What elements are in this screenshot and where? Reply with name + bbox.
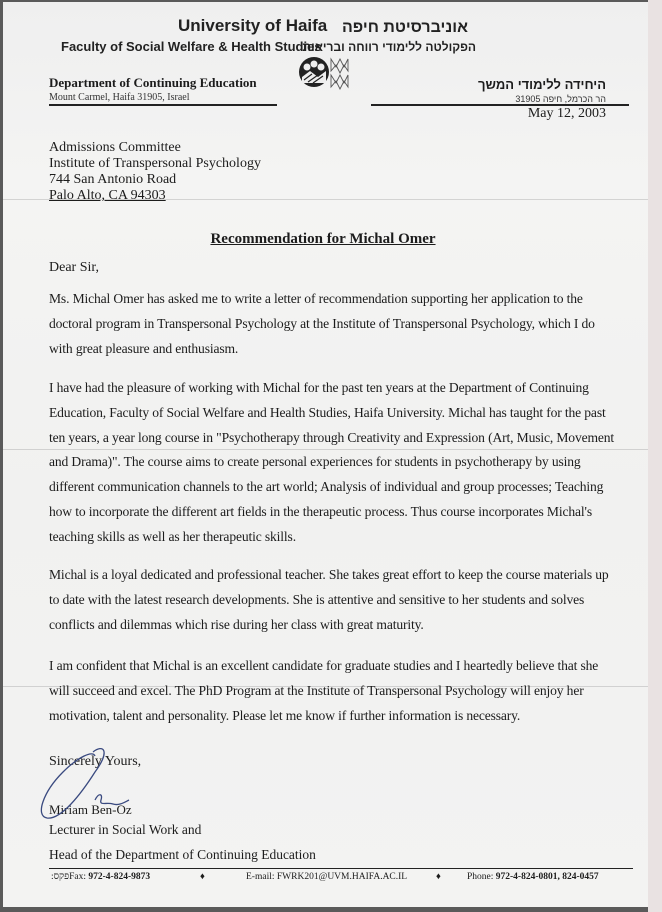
text-line: and Drama)". The course aims to create personal experiences for students in psychotherapy by using [49, 454, 581, 470]
fax-label: :פקסFax: [51, 872, 86, 882]
text-line: doctoral program in Transpersonal Psychology at the Institute of Transpersonal Psychology, which I do [49, 315, 595, 331]
faculty-name-he: הפקולטה ללימודי רווחה ובריאות [302, 40, 476, 54]
bullet-separator-icon: ♦ [436, 872, 441, 882]
handwritten-signature-icon [33, 742, 143, 832]
university-logo-icon [298, 53, 358, 93]
fax-number: 972-4-824-9873 [88, 872, 151, 882]
text-line: how to incorporate the different art fields in the therapeutic process. Thus course incorporates Michal's [49, 503, 592, 519]
signer-title: Head of the Department of Continuing Education [49, 847, 316, 862]
phone-label: Phone: [467, 872, 494, 882]
text-line: Ms. Michal Omer has asked me to write a letter of recommendation supporting her application to the [49, 291, 583, 306]
text-line: different communication channels to the art world; Analysis of individual and group processes; Teaching [49, 479, 604, 495]
body-paragraph [49, 376, 629, 550]
department-name-en: Department of Continuing Education [49, 75, 257, 90]
address-en: Mount Carmel, Haifa 31905, Israel [49, 92, 190, 103]
signer-name: Miriam Ben-Oz [49, 802, 132, 817]
university-name-he: אוניברסיטת חיפה [341, 19, 468, 36]
email-address: FWRK201@UVM.HAIFA.AC.IL [276, 872, 408, 882]
footer-phone [467, 872, 599, 882]
text-line: Michal is a loyal dedicated and professional teacher. She takes great effort to keep the course materials up [49, 567, 609, 582]
salutation: Dear Sir, [49, 260, 99, 275]
text-line: I have had the pleasure of working with Michal for the past ten years at the Department of Continuing [49, 380, 589, 395]
department-name-he: היחידה ללימודי המשך [478, 77, 606, 92]
recipient-line: 744 San Antonio Road [49, 172, 177, 187]
recipient-line: Palo Alto, CA 94303 [49, 188, 166, 203]
faculty-name-en: Faculty of Social Welfare & Health Studies [61, 39, 322, 54]
recipient-line: Admissions Committee [49, 140, 181, 155]
body-paragraph [49, 654, 629, 728]
letter-page [3, 2, 648, 907]
body-paragraph [49, 287, 629, 361]
text-line: to date with the latest research developments. She is attentive and sensitive to her students and solves [49, 591, 585, 607]
letter-date: May 12, 2003 [527, 106, 606, 121]
signer-title: Lecturer in Social Work and [49, 822, 202, 837]
text-line: will succeed and excel. The PhD Program at the Institute of Transpersonal Psychology will enjoy her [49, 682, 584, 698]
footer-email [246, 872, 407, 882]
text-line: Education, Faculty of Social Welfare and Health Studies, Haifa University. Michal has taught for the past [49, 404, 606, 420]
bullet-separator-icon: ♦ [200, 872, 205, 882]
text-line: conflicts and dilemmas which rise during her class with great maturity. [49, 616, 424, 632]
footer-divider [49, 868, 633, 869]
letterhead-divider [49, 104, 277, 106]
text-line: with great pleasure and enthusiasm. [49, 340, 239, 356]
text-line: motivation, talent and personality. Please let me know if further information is necessary. [49, 707, 521, 723]
email-label: E-mail: [246, 872, 275, 882]
valediction: Sincerely Yours, [49, 754, 142, 769]
recipient-line: Institute of Transpersonal Psychology [49, 156, 261, 171]
text-line: teaching skills as well as her therapeutic skills. [49, 528, 296, 544]
address-he: הר הכרמל, חיפה 31905 [515, 94, 606, 104]
text-line: ten years, a year long course in "Psychotherapy through Creativity and Expression (Art, Music, Movement [49, 429, 615, 445]
university-name-en: University of Haifa [178, 16, 328, 35]
phone-number: 972-4-824-0801, 824-0457 [495, 872, 599, 882]
scan-edge [648, 0, 662, 912]
text-line: I am confident that Michal is an excellent candidate for graduate studies and I heartedly believe that she [49, 658, 599, 673]
footer-fax [51, 872, 150, 882]
letter-subject: Recommendation for Michal Omer [210, 231, 436, 247]
body-paragraph [49, 563, 629, 637]
recipient-address [49, 140, 261, 204]
